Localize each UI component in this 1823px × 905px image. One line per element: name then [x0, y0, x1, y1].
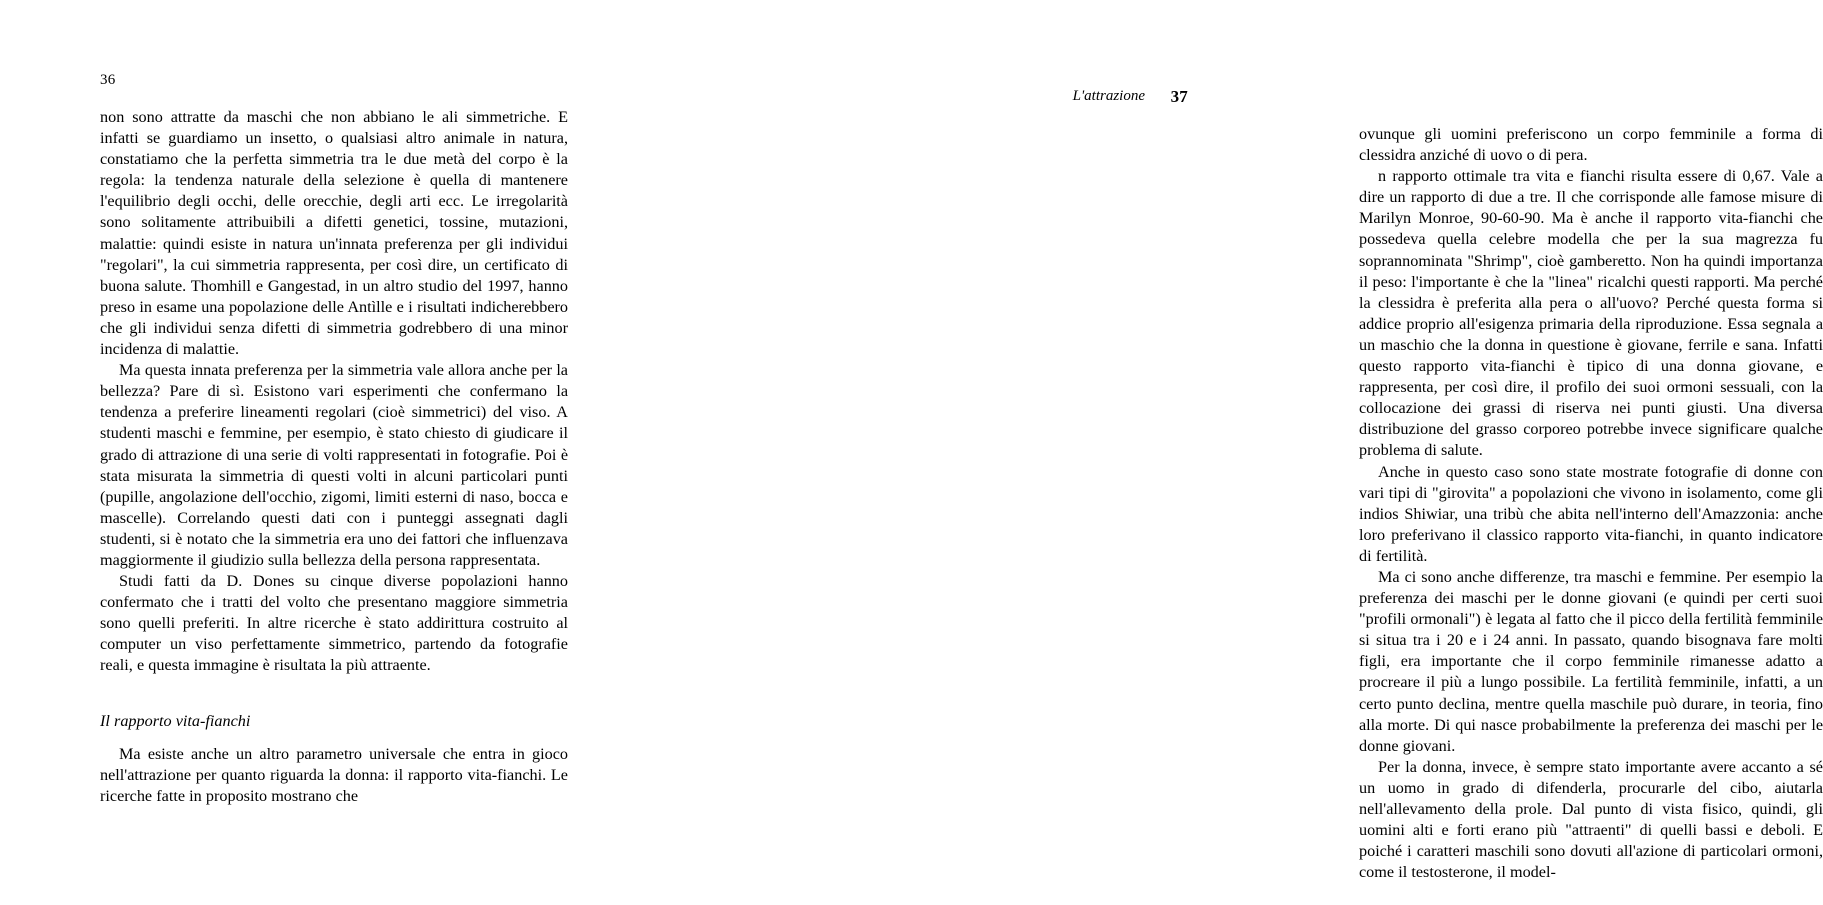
paragraph: n rapporto ottimale tra vita e fianchi risulta essere di 0,67. Vale a dire un rapporto di due a tre. Il che corrisponde alle famose misure di Marilyn Monroe, 90-60-90. Ma è anche il rapporto vita-fianchi che possedeva quella celebre modella che per la sua magrezza fu soprannominata "Shrimp", cioè gamberetto. Non ha quindi importanza il peso: l'importante è che la "linea" ricalchi questi rapporti. Ma perché la clessidra è preferita alla pera o all'uovo? Perché questa forma si addice proprio all'esigenza primaria della riproduzione. Essa segnala a un maschio che la donna in questione è giovane, ferrile e sana. Infatti questo rapporto vita-fianchi è tipico di una donna giovane, e rappresenta, per così dire, il profilo dei suoi ormoni sessuali, con la collocazione dei grassi di riserva nei punti giusti. Una diversa distribuzione del grasso corporeo potrebbe invece significare qualche problema di salute.	[1359, 167, 1823, 460]
paragraph: Ma esiste anche un altro parametro universale che entra in gioco nell'attrazione per quanto riguarda la donna: il rapporto vita-fianchi. Le ricerche fatte in proposito mostrano che	[100, 744, 568, 805]
page-right	[640, 0, 1823, 905]
section-heading: Il rapporto vita-fianchi	[100, 711, 251, 730]
running-head-right: L'attrazione	[1072, 88, 1145, 104]
paragraph: ovunque gli uomini preferiscono un corpo femminile a forma di clessidra anziché di uovo o di pera.	[1359, 125, 1823, 165]
paragraph: Studi fatti da D. Dones su cinque diverse popolazioni hanno confermato che i tratti del volto che presentano maggiore simmetria sono quelli preferiti. In altre ricerche è stato addirittura costruito al computer un viso perfettamente simmetrico, partendo da fotografie reali, e questa immagine è risultata la più attraente.	[100, 572, 568, 675]
spacer	[100, 677, 568, 711]
paragraph: non sono attratte da maschi che non abbiano le ali simmetriche. E infatti se guardiamo un insetto, o qualsiasi altro animale in natura, constatiamo che la perfetta simmetria tra le due metà del corpo è la regola: la tendenza naturale della selezione è quella di mantenere l'equilibrio degli occhi, delle orecchie, degli arti ecc. Le irregolarità sono solitamente attribuibili a difetti genetici, tossine, mutazioni, malattie: quindi esiste in natura un'innata preferenza per gli individui "regolari", la cui simmetria rappresenta, per così dire, un certificato di buona salute. Thomhill e Gangestad, in un altro studio del 1997, hanno preso in esame una popolazione delle Antìlle e i risultati indicherebbero che gli individui senza difetti di simmetria godrebbero di una minor incidenza di malattie.	[100, 108, 568, 359]
body-text-column-right	[1359, 124, 1823, 883]
spacer	[100, 732, 568, 744]
page-left	[0, 0, 640, 905]
body-text-column-left	[100, 107, 568, 807]
paragraph: Per la donna, invece, è sempre stato importante avere accanto a sé un uomo in grado di difenderla, procurarle del cibo, aiutarla nell'allevamento della prole. Dal punto di vista fisico, quindi, gli uomini alti e forti erano più "attraenti" di quelli bassi e deboli. E poiché i caratteri maschili sono dovuti all'azione di particolari ormoni, come il testosterone, il model-	[1359, 757, 1823, 882]
page-number-left: 36	[100, 72, 116, 88]
paragraph: Anche in questo caso sono state mostrate fotografie di donne con vari tipi di "girovita" a popolazioni che vivono in isolamento, come gli indios Shiwiar, una tribù che abita nell'interno dell'Amazzonia: anche loro preferivano il classico rapporto vita-fianchi, in quanto indicatore di fertilità.	[1359, 462, 1823, 565]
paragraph: Ma questa innata preferenza per la simmetria vale allora anche per la bellezza? Pare di sì. Esistono vari esperimenti che confermano la tendenza a preferire lineamenti regolari (cioè simmetrici) del viso. A studenti maschi e femmine, per esempio, è stato chiesto di giudicare il grado di attrazione di una serie di volti rappresentati in fotografie. Poi è stata misurata la simmetria di questi volti in alcuni particolari punti (pupille, angolazione dell'occhio, zigomi, limiti esterni di naso, bocca e mascelle). Correlando questi dati con i punteggi assegnati dagli studenti, si è notato che la simmetria era uno dei fattori che influenzava maggiormente il giudizio sulla bellezza della persona rappresentata.	[100, 361, 568, 569]
paragraph: Ma ci sono anche differenze, tra maschi e femmine. Per esempio la preferenza dei maschi per le donne giovani (e quindi per certi suoi "profili ormonali") è legata al fatto che il picco della fertilità femminile si situa tra i 20 e i 24 anni. In passato, quando bisognava fare molti figli, era importante che il corpo femminile rimanesse adatto a procreare il più a lungo possibile. La fertilità femminile, infatti, a un certo punto declina, mentre quella maschile può durare, in teoria, fino alla morte. Di qui nasce probabilmente la preferenza dei maschi per le donne giovani.	[1359, 567, 1823, 755]
page-number-right: 37	[1170, 87, 1188, 106]
